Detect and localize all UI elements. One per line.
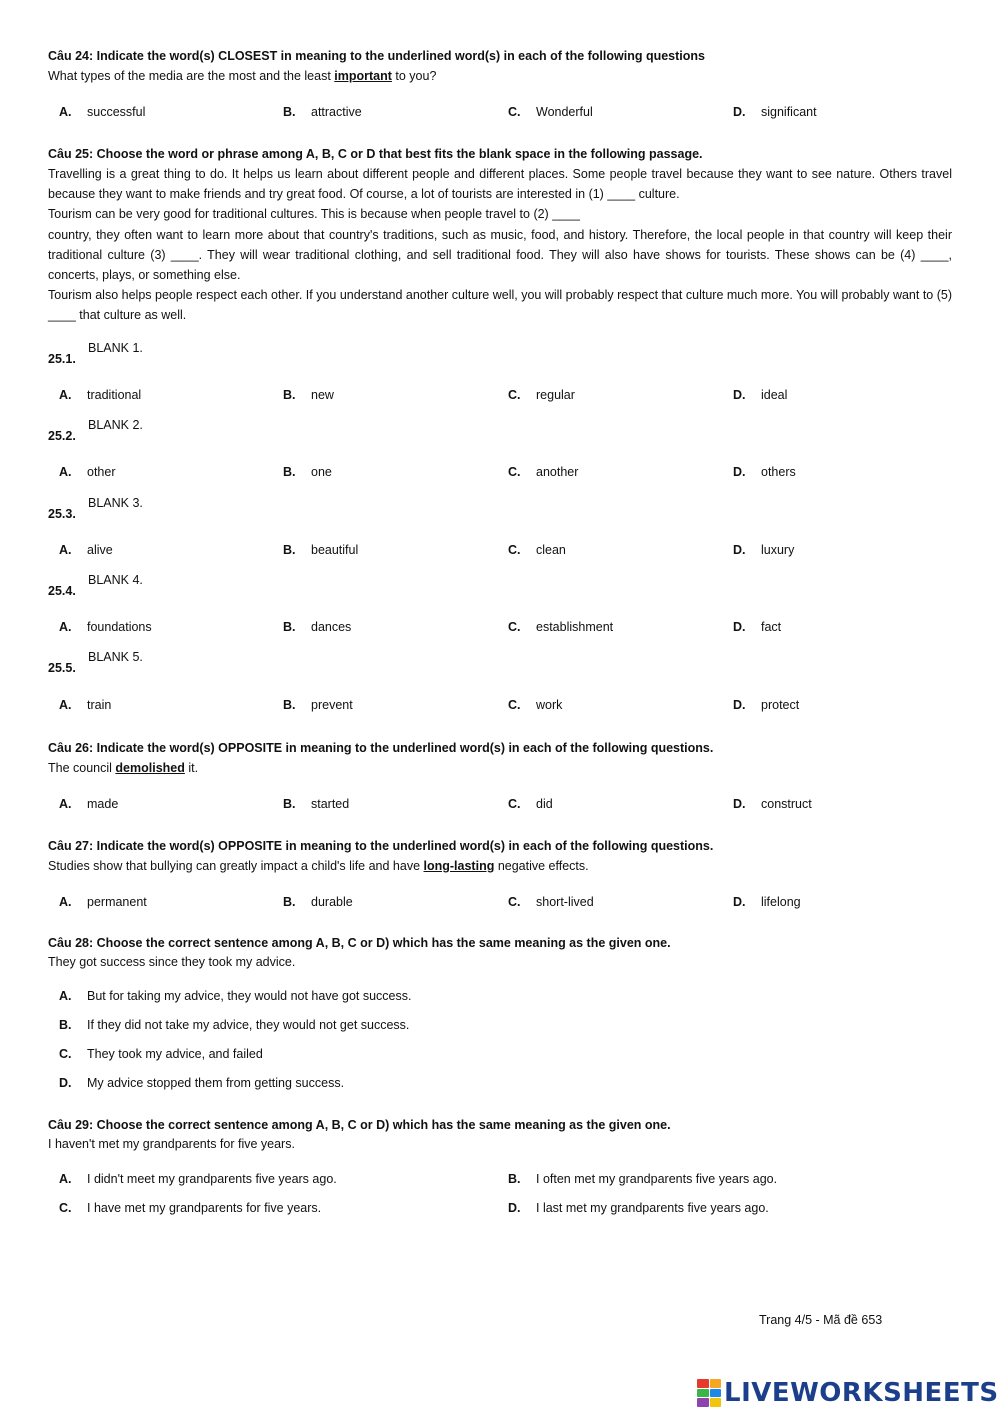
q24-option-d[interactable]: D. significant xyxy=(733,105,817,119)
q26-option-a[interactable]: A. made xyxy=(59,797,119,811)
blank-2-option-a[interactable]: A. other xyxy=(59,465,116,479)
q29-stem: I haven't met my grandparents for five years. xyxy=(48,1137,295,1151)
blank-4-number: 25.4. xyxy=(48,584,76,598)
q27-option-b[interactable]: B. durable xyxy=(283,895,353,909)
liveworksheets-logo[interactable] xyxy=(697,1377,999,1409)
blank-1-option-d[interactable]: D. ideal xyxy=(733,388,788,402)
blank-4-option-a[interactable]: A. foundations xyxy=(59,620,152,634)
blank-3-option-d[interactable]: D. luxury xyxy=(733,543,795,557)
q28-heading: Câu 28: Choose the correct sentence among A, B, C or D) which has the same meaning as the given one. xyxy=(48,936,671,950)
blank-2-option-b[interactable]: B. one xyxy=(283,465,332,479)
q27-stem: Studies show that bullying can greatly impact a child's life and have long-lasting negative effects. xyxy=(48,859,589,873)
blank-3-option-c[interactable]: C. clean xyxy=(508,543,566,557)
blank-3-option-a[interactable]: A. alive xyxy=(59,543,113,557)
q26-heading: Câu 26: Indicate the word(s) OPPOSITE in meaning to the underlined word(s) in each of the following questions. xyxy=(48,741,714,755)
q28-stem: They got success since they took my advice. xyxy=(48,955,296,969)
q29-option-d[interactable]: D. I last met my grandparents five years ago. xyxy=(508,1201,769,1215)
q24-stem: What types of the media are the most and the least important to you? xyxy=(48,69,437,83)
q29-option-c[interactable]: C. I have met my grandparents for five years. xyxy=(59,1201,322,1215)
q27-option-c[interactable]: C. short-lived xyxy=(508,895,594,909)
q24-heading: Câu 24: Indicate the word(s) CLOSEST in meaning to the underlined word(s) in each of the following questions xyxy=(48,49,705,63)
blank-4-option-c[interactable]: C. establishment xyxy=(508,620,614,634)
q24-underlined-word: important xyxy=(334,69,392,83)
passage-paragraph: country, they often want to learn more about that country's traditions, such as music, food, and history. Therefore, the local people in that country will keep their traditional culture (3) ____. They will wear traditional clothing, and sell traditional food. They will also have shows for tourists. These shows can be (4) ____, concerts, plays, or something else. xyxy=(48,227,952,283)
blank-3-number: 25.3. xyxy=(48,507,76,521)
passage-paragraph: Travelling is a great thing to do. It helps us learn about different people and different places. Some people travel because they want to see nature. Others travel because they want to make friends and try great food. Of course, a lot of tourists are interested in (1) ____ culture. xyxy=(48,167,952,202)
q26-option-b[interactable]: B. started xyxy=(283,797,350,811)
blank-1-option-b[interactable]: B. new xyxy=(283,388,334,402)
blank-1-label: BLANK 1. xyxy=(88,341,143,355)
q28-option-c[interactable]: C. They took my advice, and failed xyxy=(59,1047,263,1061)
q29-heading: Câu 29: Choose the correct sentence among A, B, C or D) which has the same meaning as the given one. xyxy=(48,1118,671,1132)
q25-passage xyxy=(48,164,952,326)
blank-5-option-c[interactable]: C. work xyxy=(508,698,563,712)
blank-3-option-b[interactable]: B. beautiful xyxy=(283,543,359,557)
blank-1-number: 25.1. xyxy=(48,352,76,366)
q26-stem: The council demolished it. xyxy=(48,761,199,775)
passage-paragraph: Tourism also helps people respect each other. If you understand another culture well, you will probably respect that culture much more. You will probably want to (5) ____ that culture as well. xyxy=(48,288,952,323)
page-footer: Trang 4/5 - Mã đề 653 xyxy=(759,1313,883,1327)
logo-text: LIVEWORKSHEETS xyxy=(724,1378,999,1408)
q27-option-d[interactable]: D. lifelong xyxy=(733,895,801,909)
blank-4-option-b[interactable]: B. dances xyxy=(283,620,352,634)
q27-option-a[interactable]: A. permanent xyxy=(59,895,147,909)
blank-5-number: 25.5. xyxy=(48,661,76,675)
q29-option-a[interactable]: A. I didn't meet my grandparents five years ago. xyxy=(59,1172,337,1186)
q26-option-d[interactable]: D. construct xyxy=(733,797,812,811)
blank-1-option-a[interactable]: A. traditional xyxy=(59,388,142,402)
blank-2-label: BLANK 2. xyxy=(88,418,143,432)
blank-5-label: BLANK 5. xyxy=(88,650,143,664)
q28-option-a[interactable]: A. But for taking my advice, they would not have got success. xyxy=(59,989,412,1003)
q24-option-a[interactable]: A. successful xyxy=(59,105,146,119)
blank-5-option-a[interactable]: A. train xyxy=(59,698,112,712)
q28-option-d[interactable]: D. My advice stopped them from getting success. xyxy=(59,1076,345,1090)
blank-3-label: BLANK 3. xyxy=(88,496,143,510)
blank-1-option-c[interactable]: C. regular xyxy=(508,388,575,402)
blank-2-number: 25.2. xyxy=(48,429,76,443)
blank-4-label: BLANK 4. xyxy=(88,573,143,587)
q26-underlined-word: demolished xyxy=(115,761,185,775)
blank-4-option-d[interactable]: D. fact xyxy=(733,620,782,634)
q29-option-b[interactable]: B. I often met my grandparents five years ago. xyxy=(508,1172,778,1186)
q26-option-c[interactable]: C. did xyxy=(508,797,553,811)
q27-heading: Câu 27: Indicate the word(s) OPPOSITE in meaning to the underlined word(s) in each of the following questions. xyxy=(48,839,714,853)
q24-option-c[interactable]: C. Wonderful xyxy=(508,105,593,119)
q24-option-b[interactable]: B. attractive xyxy=(283,105,362,119)
passage-paragraph: Tourism can be very good for traditional cultures. This is because when people travel to (2) ____ xyxy=(48,207,581,222)
blank-2-option-d[interactable]: D. others xyxy=(733,465,796,479)
q28-option-b[interactable]: B. If they did not take my advice, they would not get success. xyxy=(59,1018,410,1032)
blank-2-option-c[interactable]: C. another xyxy=(508,465,579,479)
q25-heading: Câu 25: Choose the word or phrase among A, B, C or D that best fits the blank space in the following passage. xyxy=(48,147,703,161)
logo-mark-icon xyxy=(697,1379,721,1407)
blank-5-option-b[interactable]: B. prevent xyxy=(283,698,353,712)
blank-5-option-d[interactable]: D. protect xyxy=(733,698,800,712)
q27-underlined-word: long-lasting xyxy=(423,859,495,873)
